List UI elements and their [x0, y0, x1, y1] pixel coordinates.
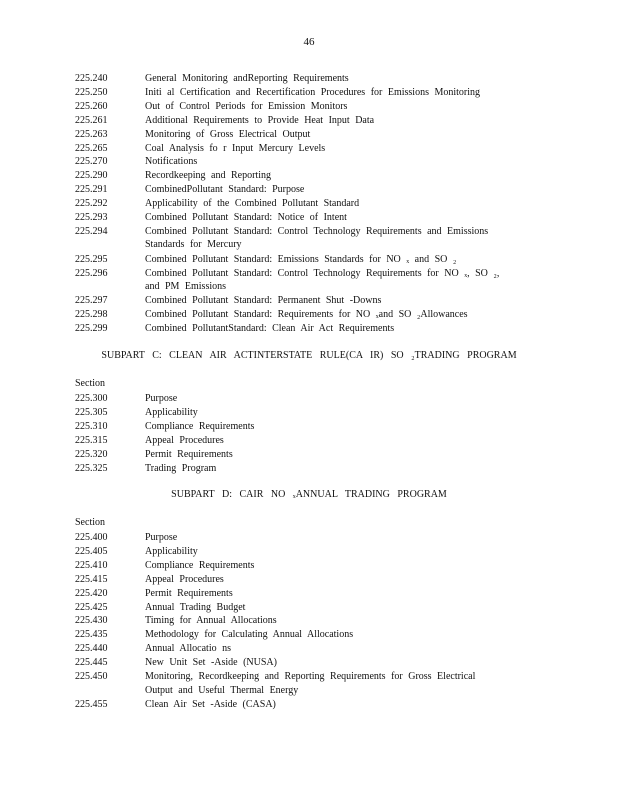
section-title	[145, 294, 535, 308]
section-title-line: Appeal Procedures	[145, 434, 224, 446]
section-number: 225.260	[75, 100, 108, 112]
section-title	[145, 128, 535, 142]
section-title	[145, 462, 535, 476]
section-number: 225.292	[75, 198, 108, 210]
section-title-line: Initi al Certification and Recertification Procedures for Emissions Monitoring	[145, 86, 481, 98]
section-number: 225.291	[75, 184, 108, 196]
section-title-line: Purpose	[145, 393, 178, 404]
section-title	[145, 601, 535, 615]
section-title	[145, 322, 535, 336]
section-number: 225.250	[75, 86, 108, 98]
section-title-line: Combined PollutantStandard: Clean Air Act Requirements	[145, 323, 395, 335]
section-title-line: General Monitoring andReporting Requirements	[145, 73, 349, 84]
section-title	[145, 531, 535, 545]
section-title	[145, 614, 535, 628]
section-title	[145, 545, 535, 559]
section-title	[145, 587, 535, 601]
section-number: 225.405	[75, 545, 108, 557]
section-title	[145, 72, 535, 86]
section-title	[145, 169, 535, 183]
section-number: 225.450	[75, 671, 108, 682]
section-title-line: Compliance Requirements	[145, 420, 255, 432]
section-title	[145, 406, 535, 420]
section-title-line: Combined Pollutant Standard: Notice of Intent	[145, 212, 347, 223]
section-title	[145, 434, 535, 448]
section-title-line: CombinedPollutant Standard: Purpose	[145, 184, 305, 196]
section-title	[145, 628, 535, 642]
section-number: 225.440	[75, 643, 108, 655]
section-title-line: Monitoring of Gross Electrical Output	[145, 128, 311, 140]
section-title-line: Annual Trading Budget	[145, 601, 246, 613]
section-title	[145, 225, 535, 252]
section-title-line: Coal Analysis fo r Input Mercury Levels	[145, 142, 326, 154]
section-number: 225.325	[75, 462, 108, 474]
section-title-line: Combined Pollutant Standard: Requirements for NO ₓand SO ₂Allowances	[145, 309, 468, 321]
section-title	[145, 155, 535, 169]
section-title-line: Permit Requirements	[145, 448, 233, 460]
section-title	[145, 100, 535, 114]
section-title	[145, 197, 535, 211]
section-title-line: Applicability	[145, 545, 198, 557]
subpart-c-heading: SUBPART C: CLEAN AIR ACTINTERSTATE RULE(CA IR) SO ₂TRADING PROGRAM	[101, 350, 517, 361]
section-title-line: Applicability of the Combined Pollutant Standard	[145, 198, 360, 210]
section-title-line: Clean Air Set -Aside (CASA)	[145, 698, 276, 710]
section-number: 225.263	[75, 128, 108, 140]
section-title	[145, 698, 535, 712]
section-number: 225.295	[75, 253, 108, 265]
section-title-line: Combined Pollutant Standard: Control Technology Requirements for NO ₓ, SO ₂,	[145, 267, 500, 279]
section-label-c: Section	[75, 378, 105, 389]
section-title-line: Notifications	[145, 156, 198, 168]
section-title-line: Purpose	[145, 532, 178, 543]
section-title	[145, 448, 535, 462]
section-number: 225.293	[75, 212, 108, 223]
section-title	[145, 267, 535, 294]
section-title	[145, 114, 535, 128]
section-number: 225.296	[75, 267, 108, 279]
section-title-line: Permit Requirements	[145, 587, 233, 599]
section-title-line: and PM Emissions	[145, 281, 227, 293]
section-title-line: Monitoring, Recordkeeping and Reporting Requirements for Gross Electrical	[145, 671, 476, 682]
section-number: 225.265	[75, 142, 108, 154]
section-title	[145, 183, 535, 197]
section-number: 225.445	[75, 657, 108, 669]
section-title-line: Recordkeeping and Reporting	[145, 170, 271, 182]
section-title-line: Additional Requirements to Provide Heat Input Data	[145, 114, 375, 126]
section-number: 225.320	[75, 448, 108, 460]
section-title	[145, 656, 535, 670]
section-number: 225.430	[75, 615, 108, 627]
section-number: 225.310	[75, 420, 108, 432]
section-title	[145, 211, 535, 225]
section-number: 225.415	[75, 573, 108, 585]
section-title	[145, 86, 535, 100]
section-title	[145, 559, 535, 573]
section-number: 225.270	[75, 156, 108, 168]
section-title	[145, 392, 535, 406]
section-label-d: Section	[75, 517, 105, 528]
section-title-line: Output and Useful Thermal Energy	[145, 684, 299, 696]
section-number: 225.300	[75, 393, 108, 404]
section-title-line: Appeal Procedures	[145, 573, 224, 585]
section-number: 225.315	[75, 434, 108, 446]
section-number: 225.240	[75, 73, 108, 84]
section-title-line: Out of Control Periods for Emission Monitors	[145, 100, 348, 112]
section-title	[145, 420, 535, 434]
section-title-line: Combined Pollutant Standard: Permanent Shut -Downs	[145, 295, 382, 307]
section-number: 225.294	[75, 225, 108, 237]
section-title	[145, 308, 535, 322]
section-number: 225.290	[75, 170, 108, 182]
section-number: 225.299	[75, 323, 108, 335]
section-title-line: Combined Pollutant Standard: Control Technology Requirements and Emissions	[145, 225, 489, 237]
section-title-line: Standards for Mercury	[145, 239, 242, 251]
section-number: 225.261	[75, 114, 108, 126]
section-number: 225.425	[75, 601, 108, 613]
section-number: 225.297	[75, 295, 108, 307]
section-title-line: Trading Program	[145, 462, 217, 474]
section-number: 225.455	[75, 698, 108, 710]
section-number: 225.400	[75, 532, 108, 543]
section-title-line: Methodology for Calculating Annual Allocations	[145, 629, 354, 641]
section-number: 225.305	[75, 406, 108, 418]
section-number: 225.410	[75, 559, 108, 571]
section-title	[145, 670, 535, 697]
section-title-line: Annual Allocatio ns	[145, 643, 231, 655]
section-title	[145, 142, 535, 156]
subpart-d-heading: SUBPART D: CAIR NO ₓANNUAL TRADING PROGRAM	[171, 489, 447, 500]
section-number: 225.435	[75, 629, 108, 641]
section-title	[145, 573, 535, 587]
section-number: 225.420	[75, 587, 108, 599]
section-title-line: Applicability	[145, 406, 198, 418]
section-title-line: New Unit Set -Aside (NUSA)	[145, 657, 277, 669]
page-number: 46	[303, 36, 315, 48]
section-number: 225.298	[75, 309, 108, 321]
section-title	[145, 642, 535, 656]
section-title-line: Combined Pollutant Standard: Emissions Standards for NO ₓ and SO ₂	[145, 253, 457, 265]
section-title-line: Compliance Requirements	[145, 559, 255, 571]
section-title-line: Timing for Annual Allocations	[145, 615, 277, 627]
section-title	[145, 253, 535, 267]
